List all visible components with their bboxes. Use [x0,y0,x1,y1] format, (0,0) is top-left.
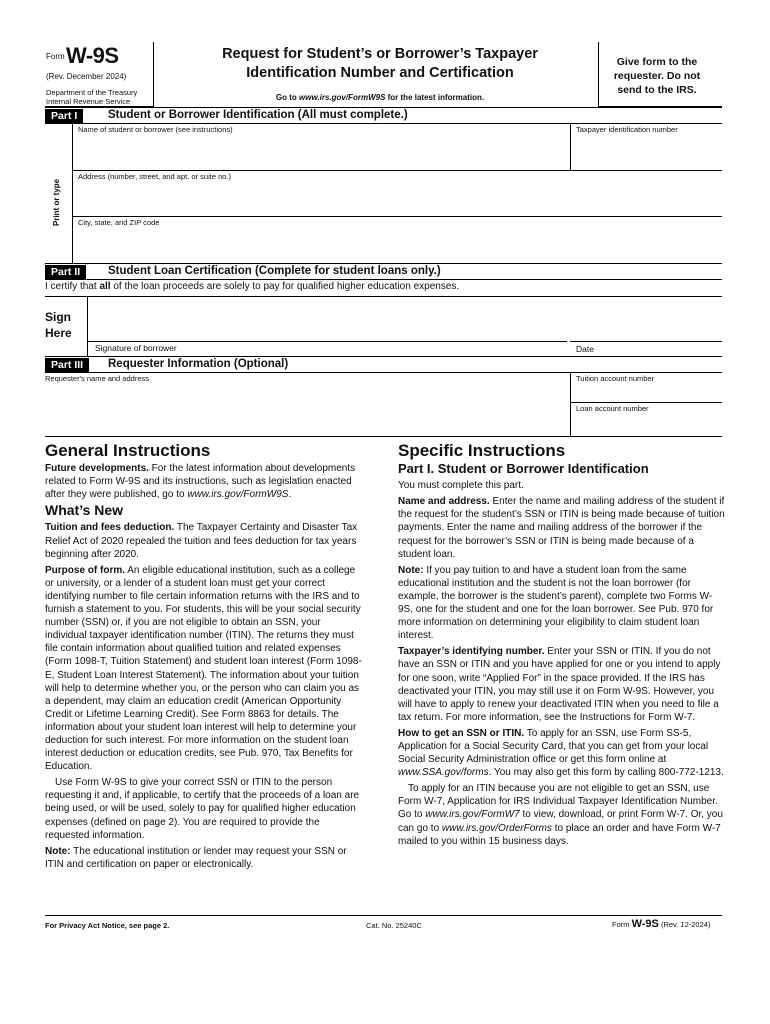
agency-block [46,88,137,106]
name-field[interactable] [78,136,568,168]
part-1-tag: Part I [45,109,83,123]
footer-form-word: Form [612,920,630,929]
tin-divider [570,123,571,170]
goto-url-link[interactable]: www.irs.gov/FormW9S [299,93,386,102]
name-label: Name of student or borrower (see instructions) [78,125,233,134]
header-bottom-rule [45,107,722,108]
form-w7-url-link[interactable]: www.irs.gov/FormW7 [425,809,520,821]
part-2-title: Student Loan Certification (Complete for student loans only.) [108,265,441,277]
part-3-bottom-rule [45,436,722,437]
loan-account-field[interactable] [576,415,722,433]
specific-instructions-heading: Specific Instructions [398,441,566,460]
print-or-type-label: Print or type [52,178,61,226]
itin-text-2: to view, download, or print Form W-7. Or, you can go to [398,809,723,834]
ssn-text-1: To apply for an SSN, use Form SS-5, Application for a Social Security Card, that you can get from your local Social Security Administration office or get this form online at [398,727,709,766]
ssa-url-link[interactable]: www.SSA.gov/forms [398,767,489,779]
purpose-text: An eligible educational institution, such as a college or university, or a lender of a student loan must get your correct identifying number to file certain information returns with the IRS and to furnish a statement to you. For students, this will be your social security number (SSN) or, if you are not eligible to obtain an SSN, your individual taxpayer identification number (ITIN). The returns they must file contain information about qualified tuition and related expenses (Form 1098-T, Tuition Statement) and student loan interest (Form 1098-E, Student Loan Interest Statement). The information about your tuition will help to determine whether you, or the person who can claim you as a dependent, may claim an education credit (American Opportunity Credit or Lifetime Learning Credit). See Form 8863 for details. The information about your student loan interest will help to determine your deduction for such interest. For more information on the student loan interest deduction or education credits, see Pub. 970, Tax Benefits for Education. [45,564,362,773]
ssn-bold: How to get an SSN or ITIN. [398,727,525,739]
name-address-bold: Name and address. [398,496,490,508]
name-address-paragraph [398,495,725,560]
purpose-bold: Purpose of form. [45,564,126,576]
tuition-paragraph [45,521,365,560]
cert-rule [45,296,722,297]
part-2-bottom-rule [45,356,722,357]
tuition-bold: Tuition and fees deduction. [45,522,175,534]
form-title [190,45,570,83]
form-title-line-1: Request for Student’s or Borrower’s Taxpayer [222,46,538,62]
general-instructions-heading: General Instructions [45,441,211,460]
future-text: For the latest information about developments related to Form W-9S and its instructions, such as legislation enacted after they were published, go to [45,463,356,501]
part-1-rule [45,123,722,124]
future-bold: Future developments. [45,463,149,475]
name-address-text: Enter the name and mailing address of the student if the request for the student’s SSN or ITIN is being made because of tuition payments. Enter the name and mailing address of the borrower if the request for the borrower’s SSN or ITIN is being made because of a student loan. [398,496,725,560]
must-complete-paragraph: You must complete this part. [398,480,524,492]
department-name: Department of the Treasury [46,88,138,97]
part-1-instructions-heading: Part I. Student or Borrower Identification [398,461,649,477]
tin-text: Enter your SSN or ITIN. If you do not have an SSN or ITIN and you have applied for one or you intend to apply for one soon, write “Applied For” in the space provided. If the IRS has deactivated your ITIN, you may still use it on Form W-9S. However, you will have to apply to renew your deactivated ITIN when you need to file a tax return. For more information, see the Instructions for Form W-7. [398,646,721,723]
signature-label: Signature of borrower [95,343,177,353]
footer-form-number: W-9S [631,918,659,930]
form-label: Form [46,52,65,61]
general-note-paragraph [45,845,365,871]
date-field[interactable] [572,300,718,340]
specific-note-paragraph [398,564,725,643]
part-3-rule [45,372,722,373]
part-1-title: Student or Borrower Identification (All must complete.) [108,109,408,121]
privacy-notice: For Privacy Act Notice, see page 2. [45,921,170,930]
cert-bold: all [99,281,111,292]
cert-suffix: of the loan proceeds are solely to pay for qualified higher education expenses. [110,281,460,292]
catalog-number: Cat. No. 25240C [366,921,422,930]
form-title-line-2: Identification Number and Certification [246,65,514,81]
tuition-text: The Taxpayer Certainty and Disaster Tax Relief Act of 2020 repealed the tuition and fees deduction for tax years beginning after 2020. [45,522,358,560]
account-divider [570,372,571,436]
address-label: Address (number, street, and apt. or suite no.) [78,172,231,181]
itin-paragraph [398,782,725,847]
order-forms-url-link[interactable]: www.irs.gov/OrderForms [441,822,552,834]
specific-note-text: If you pay tuition to and have a student loan from the same educational institution and the student is not the loan borrower (for example, the borrower is the student’s parent), complete two Forms W-9S, one for the student and one for the loan borrower. See Pub. 970 for more information on determining your eligibility to claim student loan interest. [398,564,714,642]
goto-prefix: Go to [275,93,300,102]
tin-bold: Taxpayer’s identifying number. [398,646,545,658]
part-2-rule [45,279,722,280]
requester-label: Requester's name and address [45,374,149,383]
ssn-paragraph [398,727,725,779]
sign-word: Sign [45,310,71,324]
header-divider-left [153,42,154,107]
date-line [570,341,722,342]
itin-text-1: To apply for an ITIN because you are not eligible to get an SSN, use Form W-7, Application for IRS Individual Taxpayer Identification Number. Go to [398,783,718,821]
footer-revision: (Rev. 12-2024) [660,920,711,929]
footer-form-id [612,918,710,930]
itin-text-3: to place an order and have Form W-7 mailed to you within 15 business days. [398,822,721,847]
general-note-bold: Note: [45,845,71,857]
header-divider-right [598,42,599,107]
tin-paragraph [398,645,725,724]
city-label: City, state, and ZIP code [78,218,160,227]
here-word: Here [45,326,72,340]
future-url-link[interactable]: www.irs.gov/FormW9S [187,489,289,501]
whats-new-heading: What’s New [45,502,124,519]
ssn-text-2: . You may also get this form by calling 800-772-1213. [488,767,724,779]
agency-name: Internal Revenue Service [46,97,131,106]
tin-label: Taxpayer identification number [576,125,678,134]
tuition-account-label: Tuition account number [576,374,655,383]
city-field[interactable] [78,229,718,261]
purpose-paragraph [45,564,365,774]
address-rule [72,216,722,217]
signature-line [87,341,567,342]
form-number: W-9S [66,43,119,68]
tuition-account-field[interactable] [576,385,722,401]
part-3-title: Requester Information (Optional) [108,358,289,370]
name-rule [72,170,722,171]
specific-note-bold: Note: [398,564,424,576]
requester-field[interactable] [45,386,565,434]
sign-here-label [45,309,72,341]
certification-statement [45,281,459,292]
future-developments-paragraph: Future developments. For the latest information about developments related to Form W-9S and its instructions, such as legislation enacted after they were published, go to www.irs.gov/FormW9S. [45,463,356,501]
general-instructions [45,441,365,874]
address-field[interactable] [78,183,718,215]
specific-instructions [398,441,725,851]
footer-rule [45,915,722,916]
date-label: Date [576,344,594,354]
form-revision: (Rev. December 2024) [46,72,127,81]
signature-field[interactable] [92,300,562,340]
tin-field[interactable] [576,136,722,168]
loan-account-label: Loan account number [576,404,649,413]
give-form-notice: Give form to the requester. Do not send to the IRS. [613,56,701,96]
part-1-bottom-rule [45,263,722,264]
tuition-account-rule [570,402,722,403]
part-3-tag: Part III [45,358,89,372]
sign-divider [87,296,88,356]
general-note-text: The educational institution or lender may request your SSN or ITIN and certification on paper or electronically. [45,845,347,870]
part-2-tag: Part II [45,265,86,279]
goto-suffix: for the latest information. [385,93,485,102]
print-or-type-divider [72,123,73,263]
goto-line [190,93,570,102]
use-form-paragraph: Use Form W-9S to give your correct SSN or ITIN to the person requesting it and, if applicable, to certify that the proceeds of a loan are being used, or will be used, solely to pay for qualified higher education expenses (defined on page 2). You are required to provide the requested information. [45,777,360,841]
cert-prefix: I certify that [45,281,100,292]
